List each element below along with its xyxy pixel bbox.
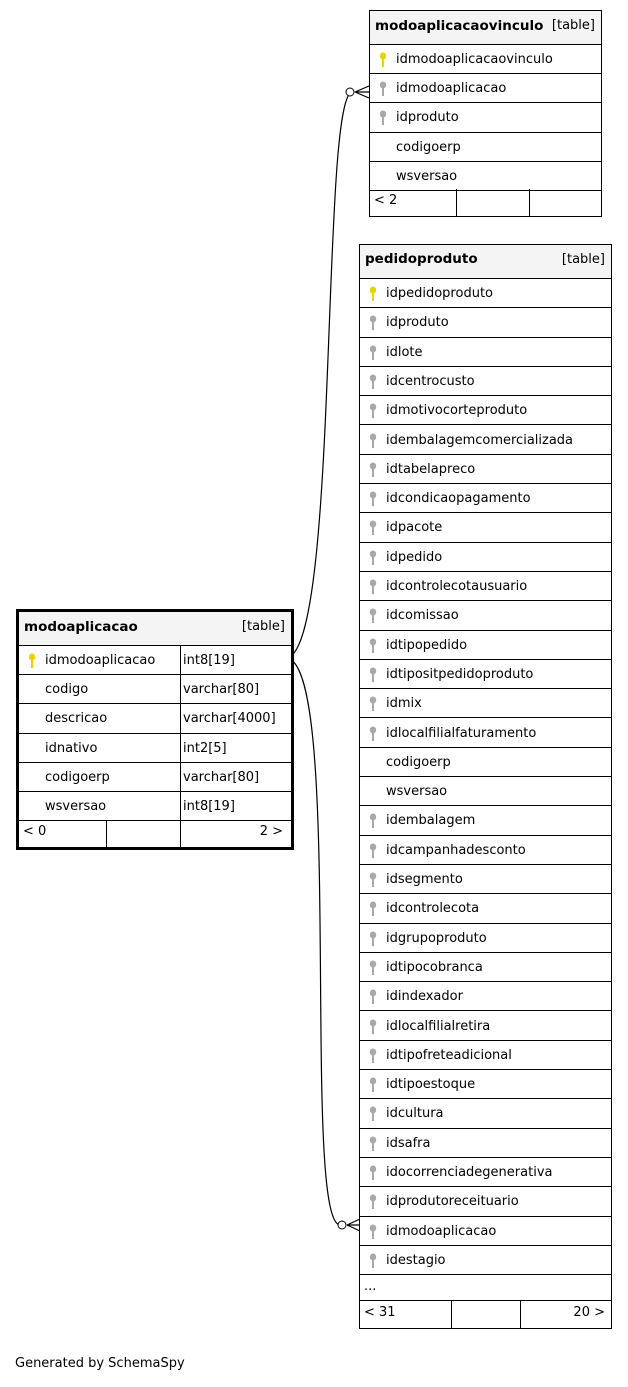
column-row[interactable] [360,894,611,923]
fk-link-vinculo-crowfoot [355,86,369,98]
column-row[interactable] [19,675,291,704]
more-columns [360,1275,611,1301]
column-name: wsversao [386,784,448,800]
table-kind: [table] [241,619,285,634]
column-name: idtabelapreco [386,461,476,477]
foreign-key-icon [369,726,377,746]
table-kind: [table] [551,18,595,33]
column-row[interactable] [360,572,611,601]
column-row[interactable] [360,426,611,455]
column-row[interactable] [360,1012,611,1041]
column-name: idlote [386,344,423,360]
table-header [370,11,601,45]
column-row[interactable] [19,734,291,763]
gray-key-icon [369,520,377,536]
gray-key-icon [369,315,377,331]
table-pedidoproduto[interactable] [359,244,612,1329]
gray-key-icon [369,1224,377,1240]
foreign-key-icon [369,1106,377,1126]
table-footer [19,820,291,847]
foreign-key-icon [369,813,377,833]
foreign-key-icon [369,315,377,335]
column-name: codigoerp [396,139,461,155]
gray-key-icon [369,1194,377,1210]
parents-count[interactable]: < 31 [364,1305,396,1320]
column-name: idcontrolecotausuario [386,579,528,594]
column-type: int8[19] [183,799,235,814]
column-name: idproduto [386,315,449,331]
column-row[interactable] [370,74,601,103]
column-name: idembalagemcomercializada [386,432,574,448]
column-row[interactable] [360,777,611,806]
column-row[interactable] [19,704,291,733]
foreign-key-icon [369,901,377,921]
column-type: int8[19] [183,653,235,668]
column-name: idgrupoproduto [386,930,487,946]
foreign-key-icon [369,931,377,951]
column-row[interactable] [19,792,291,821]
foreign-key-icon [379,81,387,101]
gray-key-icon [369,726,377,742]
column-name: idcondicaopagamento [386,491,531,507]
column-row[interactable] [360,308,611,337]
column-row[interactable] [360,836,611,865]
column-name: idmix [386,696,422,712]
foreign-key-icon [369,843,377,863]
column-row[interactable] [360,631,611,660]
fk-link-pedido [286,658,341,1225]
foreign-key-icon [369,696,377,716]
table-modoaplicacao[interactable] [16,609,294,850]
foreign-key-icon [369,1253,377,1273]
column-name: idindexador [386,989,463,1005]
gray-key-icon [369,1048,377,1064]
foreign-key-icon [369,638,377,658]
column-name: idcultura [386,1106,444,1122]
foreign-key-icon [369,520,377,540]
table-footer [360,1301,611,1328]
foreign-key-icon [369,608,377,628]
gray-key-icon [369,462,377,478]
primary-key-icon [379,52,387,72]
column-row[interactable] [360,865,611,894]
fk-link-vinculo-optional-marker [346,88,354,96]
column-row[interactable] [360,1099,611,1128]
primary-key-icon [369,286,377,306]
gray-key-icon [369,931,377,947]
column-row[interactable] [370,45,601,74]
gray-key-icon [369,667,377,683]
foreign-key-icon [369,1077,377,1097]
column-row[interactable] [360,1158,611,1187]
foreign-key-icon [369,579,377,599]
column-row[interactable] [360,601,611,630]
fk-link-pedido-optional-marker [338,1221,346,1229]
gray-key-icon [369,550,377,566]
column-name: idcontrolecota [386,901,480,917]
gold-key-icon [369,286,377,302]
column-row[interactable] [360,1246,611,1275]
column-name: idpedidoproduto [386,286,493,301]
column-name: idlocalfilialfaturamento [386,725,537,741]
column-name: idnativo [45,740,98,756]
gray-key-icon [369,843,377,859]
gray-key-icon [369,1136,377,1152]
gray-key-icon [369,1253,377,1269]
gray-key-icon [369,638,377,654]
gray-key-icon [369,696,377,712]
column-row[interactable] [360,1041,611,1070]
foreign-key-icon [369,1136,377,1156]
foreign-key-icon [369,550,377,570]
column-row[interactable] [370,133,601,162]
column-name: idmodoaplicacaovinculo [396,52,553,67]
column-name: idtipocobranca [386,959,483,975]
foreign-key-icon [369,1194,377,1214]
column-name: idsafra [386,1135,431,1151]
column-row[interactable] [370,103,601,132]
column-row[interactable] [360,367,611,396]
table-header [19,612,291,646]
column-name: idembalagem [386,813,476,829]
column-name: wsversao [45,799,107,814]
column-name: idproduto [396,110,459,126]
table-name: modoaplicacao [24,619,138,635]
foreign-key-icon [369,1224,377,1244]
column-name: idtipofreteadicional [386,1047,512,1063]
gold-key-icon [379,52,387,68]
column-name: idmodoaplicacao [386,1223,497,1239]
column-row[interactable] [360,338,611,367]
column-name: idcomissao [386,608,459,624]
column-row[interactable] [360,513,611,542]
fk-link-vinculo [286,92,352,658]
column-row[interactable] [370,162,601,191]
children-count[interactable]: 2 > [259,824,283,839]
parents-count[interactable]: < 0 [23,824,47,839]
foreign-key-icon [369,1019,377,1039]
gray-key-icon [369,1165,377,1181]
children-count[interactable]: 20 > [573,1305,605,1320]
generated-by-note: Generated by SchemaSpy [15,1356,185,1371]
column-name: idmotivocorteproduto [386,403,528,419]
column-name: idsegmento [386,872,463,887]
column-row[interactable] [360,396,611,425]
gray-key-icon [369,1019,377,1035]
column-name: idestagio [386,1252,446,1268]
foreign-key-icon [369,1048,377,1068]
foreign-key-icon [369,462,377,482]
column-row[interactable] [360,748,611,777]
column-row[interactable] [360,982,611,1011]
column-row[interactable] [19,646,291,675]
column-row[interactable] [360,484,611,513]
foreign-key-icon [369,491,377,511]
column-row[interactable] [360,455,611,484]
foreign-key-icon [369,403,377,423]
column-row[interactable] [360,924,611,953]
column-row[interactable] [360,806,611,835]
table-header [360,245,611,279]
more-columns-label: ... [364,1279,377,1294]
column-name: codigoerp [45,769,110,785]
column-name: idcampanhadesconto [386,842,526,858]
column-name: idtipopedido [386,637,468,653]
column-name: idmodoaplicacao [45,653,156,668]
gray-key-icon [369,1106,377,1122]
column-row[interactable] [360,1187,611,1216]
table-footer [370,189,601,216]
column-row[interactable] [360,543,611,572]
column-row[interactable] [19,763,291,792]
foreign-key-icon [379,110,387,130]
gold-key-icon [28,653,36,669]
column-name: idtipositpedidoproduto [386,666,534,682]
gray-key-icon [369,433,377,449]
foreign-key-icon [369,433,377,453]
column-name: idpacote [386,520,443,536]
gray-key-icon [369,1077,377,1093]
column-name: descricao [45,711,108,727]
gray-key-icon [379,81,387,97]
column-row[interactable] [360,1070,611,1099]
gray-key-icon [369,579,377,595]
column-row[interactable] [360,1217,611,1246]
column-row[interactable] [360,719,611,748]
column-name: idlocalfilialretira [386,1018,491,1034]
column-row[interactable] [360,1129,611,1158]
table-kind: [table] [561,252,605,267]
foreign-key-icon [369,1165,377,1185]
column-name: codigo [45,682,89,698]
primary-key-icon [28,653,36,673]
gray-key-icon [369,813,377,829]
gray-key-icon [369,989,377,1005]
column-name: idtipoestoque [386,1077,476,1093]
column-type: varchar[80] [183,682,260,698]
column-row[interactable] [360,953,611,982]
column-row[interactable] [360,660,611,689]
gray-key-icon [369,960,377,976]
parents-count[interactable]: < 2 [374,193,398,208]
column-name: idprodutoreceituario [386,1194,519,1210]
foreign-key-icon [369,989,377,1009]
column-type: varchar[80] [183,769,260,785]
table-name: modoaplicacaovinculo [375,18,544,34]
table-modoaplicacaovinculo[interactable] [369,10,602,217]
gray-key-icon [369,403,377,419]
column-name: idmodoaplicacao [396,81,507,97]
gray-key-icon [379,110,387,126]
column-name: codigoerp [386,754,451,770]
gray-key-icon [369,374,377,390]
column-name: idpedido [386,549,443,565]
table-name: pedidoproduto [365,251,478,267]
foreign-key-icon [369,872,377,892]
gray-key-icon [369,901,377,917]
column-type: varchar[4000] [183,711,276,727]
column-name: idocorrenciadegenerativa [386,1165,553,1180]
gray-key-icon [369,608,377,624]
foreign-key-icon [369,667,377,687]
column-type: int2[5] [183,740,227,756]
gray-key-icon [369,345,377,361]
column-name: wsversao [396,168,458,184]
column-name: idcentrocusto [386,373,475,389]
foreign-key-icon [369,374,377,394]
gray-key-icon [369,872,377,888]
foreign-key-icon [369,345,377,365]
column-row[interactable] [360,689,611,718]
column-row[interactable] [360,279,611,308]
foreign-key-icon [369,960,377,980]
gray-key-icon [369,491,377,507]
